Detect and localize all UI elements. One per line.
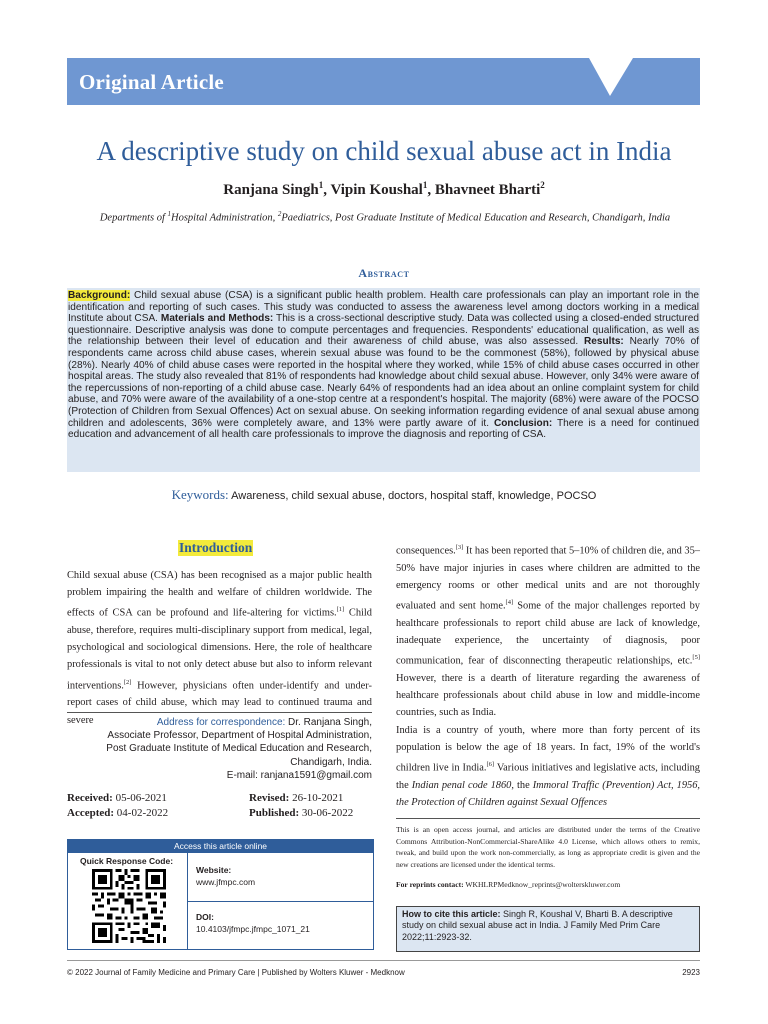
- citation-ref[interactable]: [4]: [505, 599, 514, 607]
- paragraph-text: consequences.: [396, 545, 456, 557]
- affiliation-mark: 1: [167, 210, 172, 218]
- website-link[interactable]: www.jfmpc.com: [196, 877, 256, 887]
- qr-code-label: Quick Response Code:: [80, 856, 174, 866]
- author-affiliation-mark: 2: [540, 180, 545, 190]
- date-label: Accepted:: [67, 807, 115, 819]
- abstract-results-label: Results:: [583, 336, 624, 348]
- published-date: [249, 807, 353, 819]
- received-date: [67, 792, 167, 804]
- access-online-header: Access this article online: [68, 840, 373, 853]
- correspondence-line: Chandigarh, India.: [290, 756, 372, 768]
- revised-date: [249, 792, 343, 804]
- doi-link[interactable]: 10.4103/jfmpc.jfmpc_1071_21: [196, 924, 310, 934]
- affiliation-mark: 2: [277, 210, 282, 218]
- paragraph-text: However, there is a dearth of literature regarding the awareness of healthcare professionals about child abuse in low and middle-income countries, such as India.: [396, 672, 700, 719]
- date-label: Received:: [67, 792, 113, 804]
- divider: [396, 818, 700, 819]
- access-online-box: [67, 839, 374, 950]
- paragraph-text: Child abuse, therefore, requires multi-disciplinary support from medical, legal, psychological and sociological dimensions. Here, the role of healthcare professionals is vital to not only detect abuse but also to inform relevant interventions.: [67, 607, 372, 692]
- paragraph-text: Some of the major challenges reported by healthcare professionals to report child abuse are lack of knowledge, inadequate experience, the uncertainty of diagnosis, poor communication, fear of disconnecting therapeutic relationships, etc.: [396, 600, 700, 667]
- doi-block: [196, 911, 310, 935]
- accepted-date: [67, 807, 168, 819]
- keywords-label: Keywords:: [171, 487, 229, 502]
- paragraph-text: It has been reported that 5–10% of children die, and 35–50% have major injuries in cases where children are admitted to the emergency rooms or other medical units and are not thoroughly evaluated and sent home.: [396, 545, 700, 612]
- footer-divider: [67, 960, 700, 961]
- correspondence-line: Post Graduate Institute of Medical Education and Research,: [106, 743, 372, 755]
- citation-ref[interactable]: [3]: [455, 544, 464, 551]
- footer-copyright: © 2022 Journal of Family Medicine and Primary Care | Published by Wolters Kluwer - Medknow: [67, 968, 405, 977]
- website-label: Website:: [196, 865, 232, 875]
- how-to-cite-box: [396, 906, 700, 952]
- author-name: Ranjana Singh: [223, 182, 319, 198]
- citation-ref[interactable]: [1]: [336, 606, 345, 614]
- author-affiliation-mark: 1: [422, 180, 428, 190]
- divider: [187, 901, 373, 902]
- correspondence-label: Address for correspondence:: [156, 717, 286, 728]
- intro-paragraph-1: [67, 567, 372, 729]
- article-title: A descriptive study on child sexual abuse act in India: [96, 136, 672, 166]
- affiliation-text: Departments of: [99, 212, 168, 224]
- keywords-text: Awareness, child sexual abuse, doctors, hospital staff, knowledge, POCSO: [228, 490, 597, 502]
- correspondence-address: [67, 716, 372, 782]
- citation-ref[interactable]: [2]: [123, 678, 132, 686]
- intro-paragraph-3: [396, 722, 700, 811]
- date-label: Revised:: [249, 792, 290, 804]
- article-type-label: Original Article: [79, 70, 224, 94]
- abstract-conclusion-label: Conclusion:: [493, 417, 553, 429]
- reprints-label: For reprints contact:: [396, 880, 464, 889]
- correspondence-email[interactable]: E-mail: ranjana1591@gmail.com: [226, 769, 372, 781]
- date-value: 05-06-2021: [112, 792, 167, 804]
- article-type-banner: [67, 58, 700, 105]
- paragraph-text: India is a country of youth, where more than forty percent of its population is below the age of 18 years. In fact, 19% of the world's children live in India.: [396, 725, 700, 774]
- abstract-methods: This is a cross-sectional descriptive study. Data was collected using a closed-ended structured questionnaire. Descriptive analysis was done to compute percentages and frequencies. Respondents' educational qualification, as well as the relationship between their level of education and their awareness of child abuse, was also assessed.: [68, 313, 699, 348]
- abstract-background-label: Background:: [68, 290, 131, 301]
- legislation-name: Indian penal code 1860: [411, 780, 512, 792]
- author-name: Vipin Koushal: [330, 182, 423, 198]
- correspondence-line: Associate Professor, Department of Hospital Administration,: [107, 730, 372, 742]
- how-to-cite-text: Singh R, Koushal V, Bharti B. A descriptive study on child sexual abuse act in India. J Family Med Prim Care 2022;11:2923-32.: [402, 909, 673, 942]
- date-value: 26-10-2021: [289, 792, 344, 804]
- paragraph-text: Various initiatives and legislative acts, including the: [396, 762, 700, 792]
- doi-label: DOI:: [196, 912, 214, 922]
- abstract-methods-label: Materials and Methods:: [160, 313, 274, 325]
- correspondence-name: Dr. Ranjana Singh,: [285, 717, 372, 728]
- keywords: [0, 487, 768, 503]
- abstract-heading: Abstract: [358, 266, 410, 280]
- legislation-name: Immoral Traffic (Prevention) Act, 1956, the Protection of Children against Sexual Offences: [396, 780, 701, 809]
- abstract-background: Child sexual abuse (CSA) is a significant public health problem. Health care professionals can play an important role in the identification and reporting of such cases. This study was conducted to assess the awareness level among doctors working in a medical Institute about CSA.: [68, 290, 699, 325]
- date-value: 30-06-2022: [299, 807, 354, 819]
- reprints-contact: [396, 880, 700, 889]
- author-list: Ranjana Singh$^1$, Vipin Koushal$^1$, Bhavneet Bharti$^2$: [223, 180, 545, 198]
- citation-ref[interactable]: [5]: [692, 654, 700, 662]
- how-to-cite-label: How to cite this article:: [402, 909, 501, 919]
- reprints-email[interactable]: WKHLRPMedknow_reprints@wolterskluwer.com: [463, 880, 621, 889]
- license-note: This is an open access journal, and articles are distributed under the terms of the Creative Commons Attribution-NonCommercial-ShareAlike 4.0 License, which allows others to remix, tweak, and build upon the work non-commercially, as long as appropriate credit is given and the new creations are licensed under the identical terms.: [396, 825, 700, 870]
- qr-code-icon[interactable]: [92, 869, 166, 943]
- citation-ref[interactable]: [6]: [486, 761, 495, 769]
- abstract-results: Nearly 70% of respondents came across child abuse cases, wherein sexual abuse was found to be the commonest (58%), followed by physical abuse (28%). Nearly 40% of child abuse cases were reported in the hospital where they worked, while 15% of child abuse cases occurred in other hospital areas. The study also revealed that 81% of respondents had knowledge about child sexual abuse. However, only 34% were aware of the repercussions of non-reporting of a child abuse case. Nearly 64% of respondents had an idea about an online complaint system for child abuse, and 70% were aware of the availability of a one-stop centre at a respondent's hospital. The majority (68%) were aware of the POCSO (Protection of Children from Sexual Offences) Act on sexual abuse. On seeking information regarding evidence of anal sexual abuse among children and adolescents, 36% were completely aware, and 13% were partly aware of it.: [68, 336, 699, 429]
- page-number: 2923: [682, 968, 700, 977]
- affiliation-text: Hospital Administration,: [171, 212, 278, 224]
- author-affiliations: [90, 207, 680, 226]
- introduction-heading: Introduction: [179, 540, 253, 555]
- intro-paragraph-2: [396, 539, 700, 721]
- paragraph-text: , the: [511, 780, 533, 792]
- date-label: Published:: [249, 807, 300, 819]
- website-block: [196, 864, 255, 888]
- abstract-text: [68, 290, 699, 441]
- author-name: Bhavneet Bharti: [434, 182, 541, 198]
- author-affiliation-mark: 1: [318, 180, 324, 190]
- paragraph-text: However, physicians often under-identify and under-report cases of child abuse, which may lead to continued trauma and severe: [67, 680, 372, 726]
- date-value: 04-02-2022: [114, 807, 169, 819]
- divider: [67, 712, 372, 713]
- affiliation-text: Paediatrics, Post Graduate Institute of Medical Education and Research, Chandigarh, India: [281, 212, 671, 224]
- paragraph-text: Child sexual abuse (CSA) has been recognised as a major public health problem impairing the health and welfare of children worldwide. The effects of CSA can be profound and life-altering for victims.: [67, 570, 372, 619]
- abstract-conclusion: There is a need for continued education and advancement of all health care professionals to improve the diagnosis and reporting of CSA.: [68, 417, 699, 441]
